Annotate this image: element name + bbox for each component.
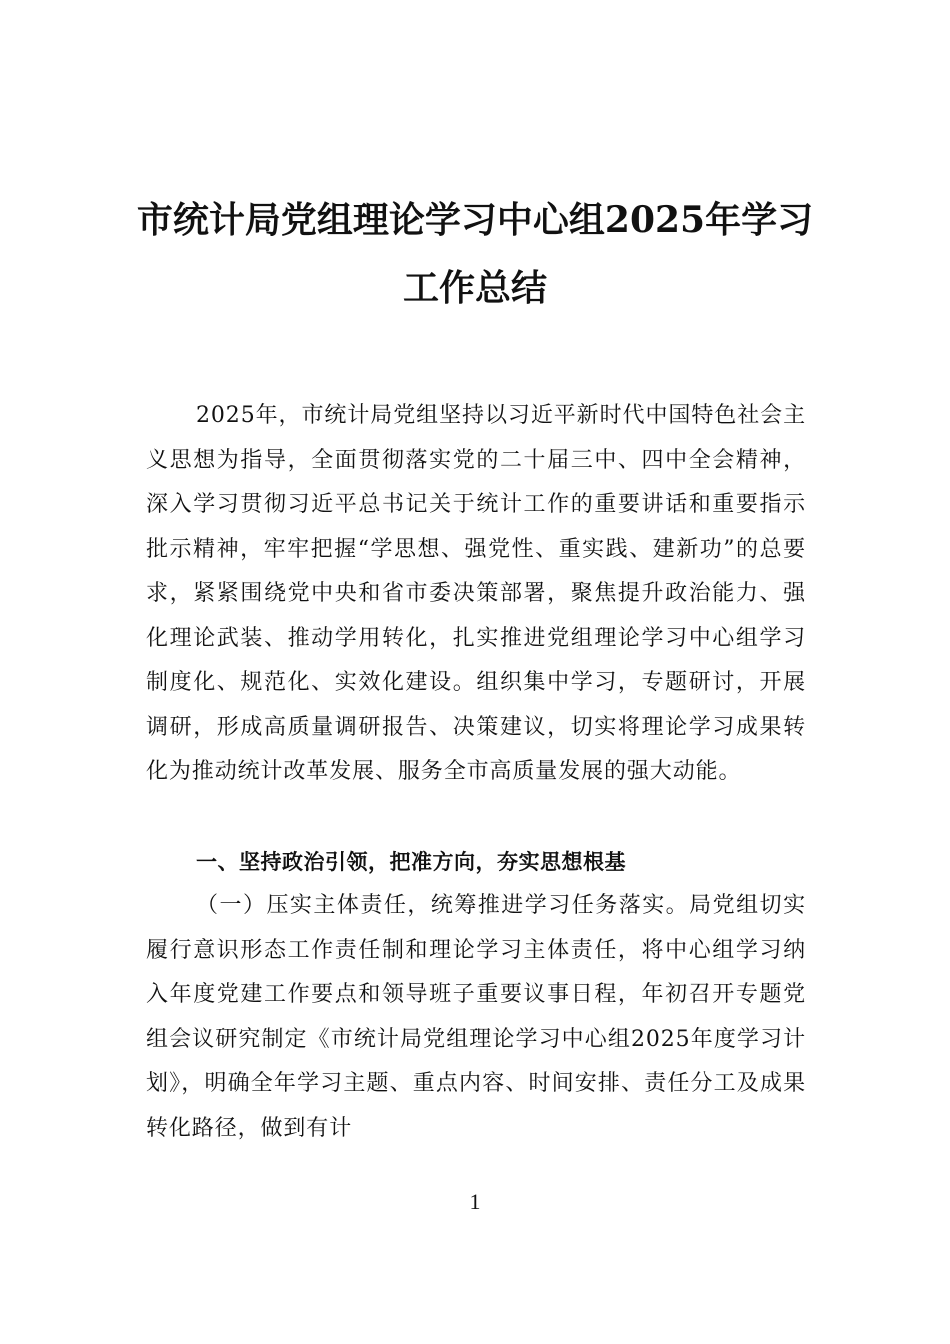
intro-paragraph: 2025年，市统计局党组坚持以习近平新时代中国特色社会主义思想为指导，全面贯彻落实党的二十届三中、四中全会精神，深入学习贯彻习近平总书记关于统计工作的重要讲话和重要指示批示精神，牢牢把握“学思想、强党性、重实践、建新功”的总要求，紧紧围绕党中央和省市委决策部署，聚焦提升政治能力、强化理论武装、推动学用转化，扎实推进党组理论学习中心组学习制度化、规范化、实效化建设。组织集中学习，专题研讨，开展调研，形成高质量调研报告、决策建议，切实将理论学习成果转化为推动统计改革发展、服务全市高质量发展的强大动能。 — [146, 403, 806, 784]
document-title-line-1: 市统计局党组理论学习中心组2025年学习 — [136, 199, 814, 241]
page-number: 1 — [469, 1189, 481, 1214]
section-heading-1: 一、坚持政治引领，把准方向，夯实思想根基 — [196, 850, 626, 874]
document-title-line-2: 工作总结 — [402, 267, 547, 309]
subsection-paragraph-1: （一）压实主体责任，统筹推进学习任务落实。局党组切实履行意识形态工作责任制和理论学习主体责任，将中心组学习纳入年度党建工作要点和领导班子重要议事日程，年初召开专题党组会议研究制定《市统计局党组理论学习中心组2025年度学习计划》，明确全年学习主题、重点内容、时间安排、责任分工及成果转化路径，做到有计 — [146, 893, 806, 1141]
